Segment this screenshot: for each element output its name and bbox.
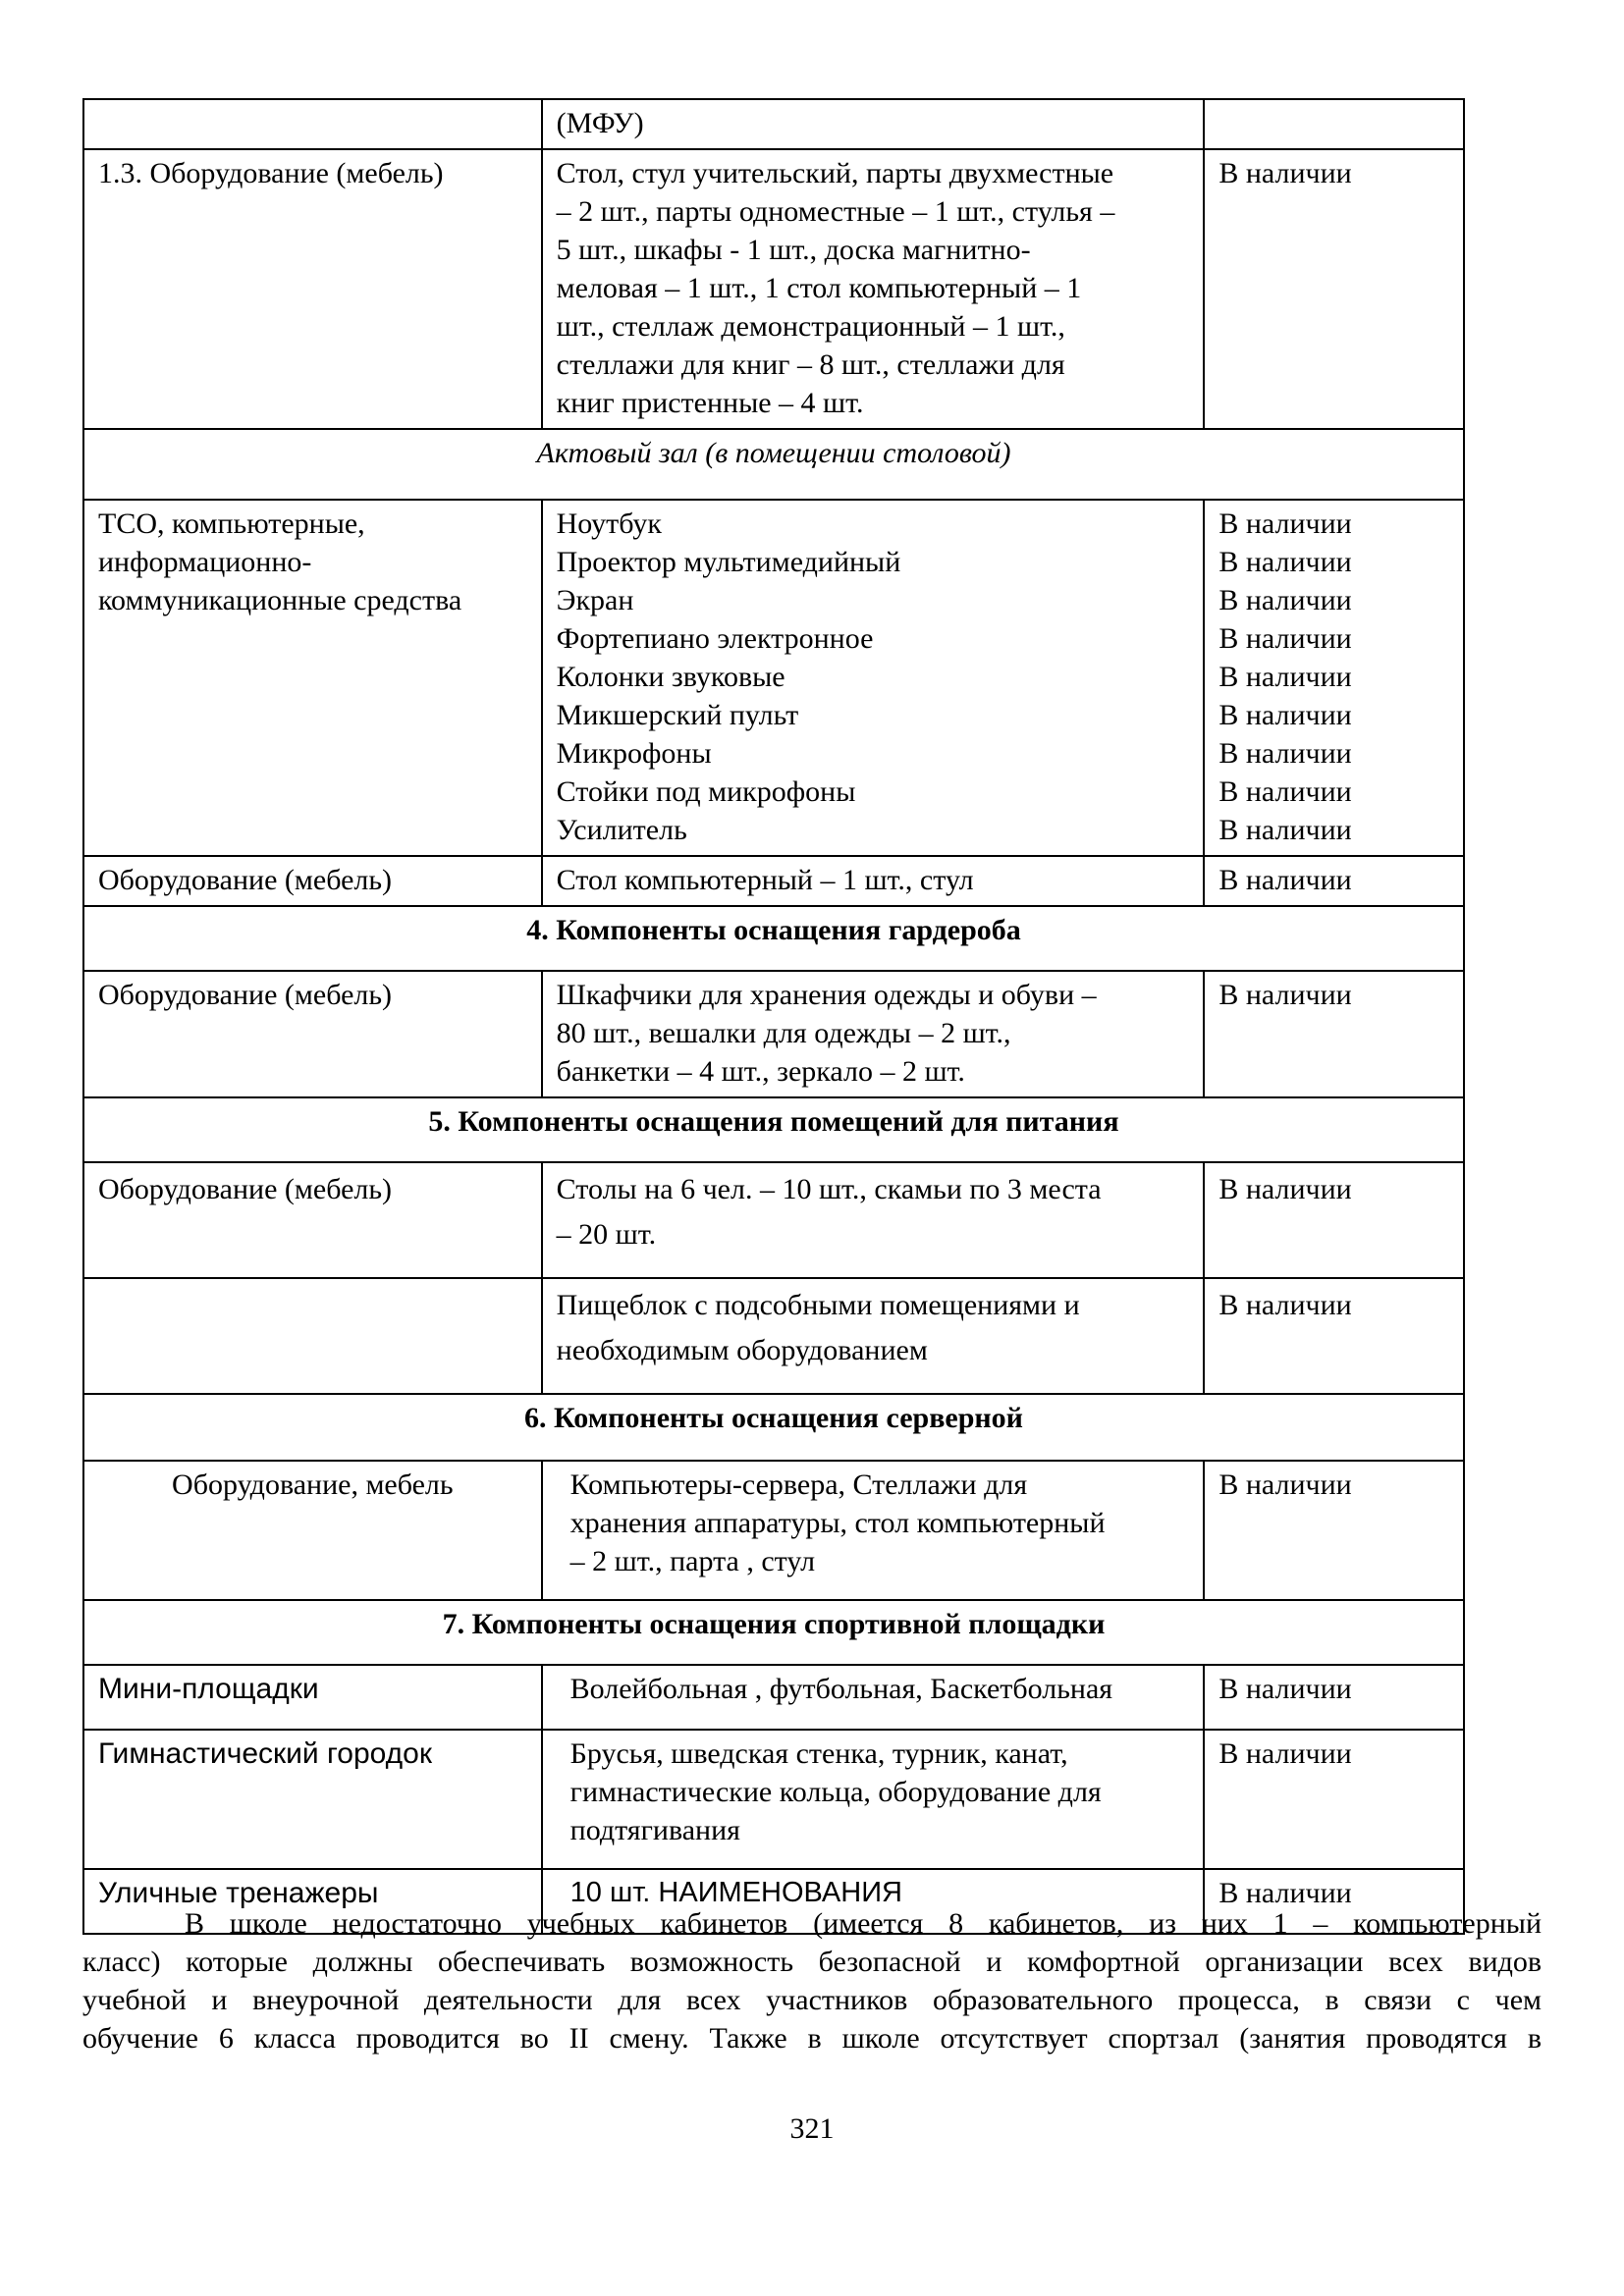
list-item: Стойки под микрофоны: [556, 775, 856, 808]
status-text: В наличии: [1218, 584, 1352, 616]
paragraph-line: обучение 6 класса проводится во II смену. Также в школе отсутствует спортзал (занятия проводятся в: [82, 2022, 1542, 2055]
table-cell: [83, 99, 542, 149]
section-heading: 5. Компоненты оснащения помещений для питания: [83, 1097, 1464, 1162]
cell-line: банкетки – 4 шт., зеркало – 2 шт.: [556, 1055, 965, 1088]
table-cell: [542, 500, 1205, 856]
cell-line: информационно-: [98, 546, 312, 578]
table-cell: Мини-площадки: [83, 1665, 542, 1730]
cell-line: Компьютеры-сервера, Стеллажи для: [569, 1468, 1028, 1501]
list-item: Проектор мультимедийный: [556, 546, 901, 578]
table-cell: 10 шт. НАИМЕНОВАНИЯ: [542, 1869, 1205, 1934]
table-row: [83, 1600, 1464, 1665]
status-text: В наличии: [1218, 814, 1352, 846]
table-cell: [83, 1278, 542, 1394]
table-cell: [542, 1461, 1205, 1600]
cell-line: Стол, стул учительский, парты двухместные: [556, 157, 1114, 189]
table-cell: Стол компьютерный – 1 шт., стул: [542, 856, 1205, 906]
table-row: [83, 1730, 1464, 1869]
equipment-table: [82, 98, 1465, 1935]
table-cell: В наличии: [1204, 1278, 1464, 1394]
subsection-heading: Актовый зал (в помещении столовой): [83, 429, 1464, 500]
cell-line: Пищеблок с подсобными помещениями и: [556, 1289, 1080, 1321]
cell-line: Шкафчики для хранения одежды и обуви –: [556, 979, 1097, 1011]
cell-line: 80 шт., вешалки для одежды – 2 шт.,: [556, 1017, 1011, 1049]
table-cell: В наличии: [1204, 1665, 1464, 1730]
paragraph-line: учебной и внеурочной деятельности для всех участников образовательного процесса, в связи с чем: [82, 1984, 1542, 2016]
table-row: [83, 500, 1464, 856]
list-item: Ноутбук: [556, 507, 662, 540]
list-item: Экран: [556, 584, 634, 616]
cell-line: – 20 шт.: [556, 1218, 657, 1251]
section-heading: 4. Компоненты оснащения гардероба: [83, 906, 1464, 971]
body-paragraph: [82, 1904, 1542, 2057]
cell-line: меловая – 1 шт., 1 стол компьютерный – 1: [556, 272, 1082, 304]
table-cell: Уличные тренажеры: [83, 1869, 542, 1934]
table-row: [83, 1461, 1464, 1600]
table-cell: [1204, 500, 1464, 856]
page-number: 321: [789, 2112, 835, 2145]
cell-line: стеллажи для книг – 8 шт., стеллажи для: [556, 348, 1065, 381]
list-item: Усилитель: [556, 814, 687, 846]
table-cell: [542, 149, 1205, 429]
table-row: [83, 856, 1464, 906]
cell-line: книг пристенные – 4 шт.: [556, 387, 864, 419]
status-text: В наличии: [1218, 507, 1352, 540]
cell-line: Брусья, шведская стенка, турник, канат,: [569, 1737, 1068, 1770]
cell-line: гимнастические кольца, оборудование для: [569, 1776, 1102, 1808]
table-row: [83, 906, 1464, 971]
cell-line: коммуникационные средства: [98, 584, 462, 616]
table-row: [83, 971, 1464, 1097]
table-cell: 1.3. Оборудование (мебель): [83, 149, 542, 429]
status-text: В наличии: [1218, 699, 1352, 731]
status-text: В наличии: [1218, 737, 1352, 770]
table-cell: В наличии: [1204, 1162, 1464, 1278]
table-cell: [542, 1730, 1205, 1869]
table-cell: Оборудование, мебель: [83, 1461, 542, 1600]
table-row: [83, 1097, 1464, 1162]
table-cell: В наличии: [1204, 1461, 1464, 1600]
table-cell: В наличии: [1204, 1730, 1464, 1869]
table-cell: Оборудование (мебель): [83, 971, 542, 1097]
status-text: В наличии: [1218, 622, 1352, 655]
table-row: [83, 99, 1464, 149]
table-row: [83, 149, 1464, 429]
table-cell: В наличии: [1204, 971, 1464, 1097]
table-cell: [542, 1278, 1205, 1394]
paragraph-line: класс) которые должны обеспечивать возможность безопасной и комфортной организации всех видов: [82, 1946, 1542, 1978]
table-cell: В наличии: [1204, 1869, 1464, 1934]
list-item: Микрофоны: [556, 737, 712, 770]
table-cell: Оборудование (мебель): [83, 1162, 542, 1278]
cell-line: хранения аппаратуры, стол компьютерный: [569, 1507, 1106, 1539]
table-cell: [1204, 99, 1464, 149]
table-cell: Гимнастический городок: [83, 1730, 542, 1869]
table-cell: [83, 500, 542, 856]
table-cell: (МФУ): [542, 99, 1205, 149]
list-item: Колонки звуковые: [556, 661, 785, 693]
table-cell: [542, 1162, 1205, 1278]
cell-line: необходимым оборудованием: [556, 1334, 928, 1366]
cell-line: шт., стеллаж демонстрационный – 1 шт.,: [556, 310, 1065, 343]
table-row: [83, 1665, 1464, 1730]
table-row: [83, 429, 1464, 500]
table-row: [83, 1162, 1464, 1278]
status-text: В наличии: [1218, 546, 1352, 578]
table-row: [83, 1278, 1464, 1394]
cell-line: 5 шт., шкафы - 1 шт., доска магнитно-: [556, 234, 1031, 266]
table-row: [83, 1394, 1464, 1461]
cell-line: ТСО, компьютерные,: [98, 507, 365, 540]
table-cell: Оборудование (мебель): [83, 856, 542, 906]
table-cell: В наличии: [1204, 856, 1464, 906]
cell-line: Столы на 6 чел. – 10 шт., скамьи по 3 места: [556, 1173, 1102, 1205]
table-cell: Волейбольная , футбольная, Баскетбольная: [542, 1665, 1205, 1730]
status-text: В наличии: [1218, 775, 1352, 808]
table-cell: В наличии: [1204, 149, 1464, 429]
section-heading: 6. Компоненты оснащения серверной: [83, 1394, 1464, 1461]
status-text: В наличии: [1218, 661, 1352, 693]
cell-line: – 2 шт., парты одноместные – 1 шт., стулья –: [556, 195, 1115, 228]
paragraph-line: В школе недостаточно учебных кабинетов (имеется 8 кабинетов, из них 1 – компьютерный: [185, 1907, 1542, 1940]
list-item: Фортепиано электронное: [556, 622, 874, 655]
table-cell: [542, 971, 1205, 1097]
cell-line: подтягивания: [569, 1814, 740, 1846]
cell-line: – 2 шт., парта , стул: [569, 1545, 816, 1577]
list-item: Микшерский пульт: [556, 699, 799, 731]
section-heading: 7. Компоненты оснащения спортивной площадки: [83, 1600, 1464, 1665]
